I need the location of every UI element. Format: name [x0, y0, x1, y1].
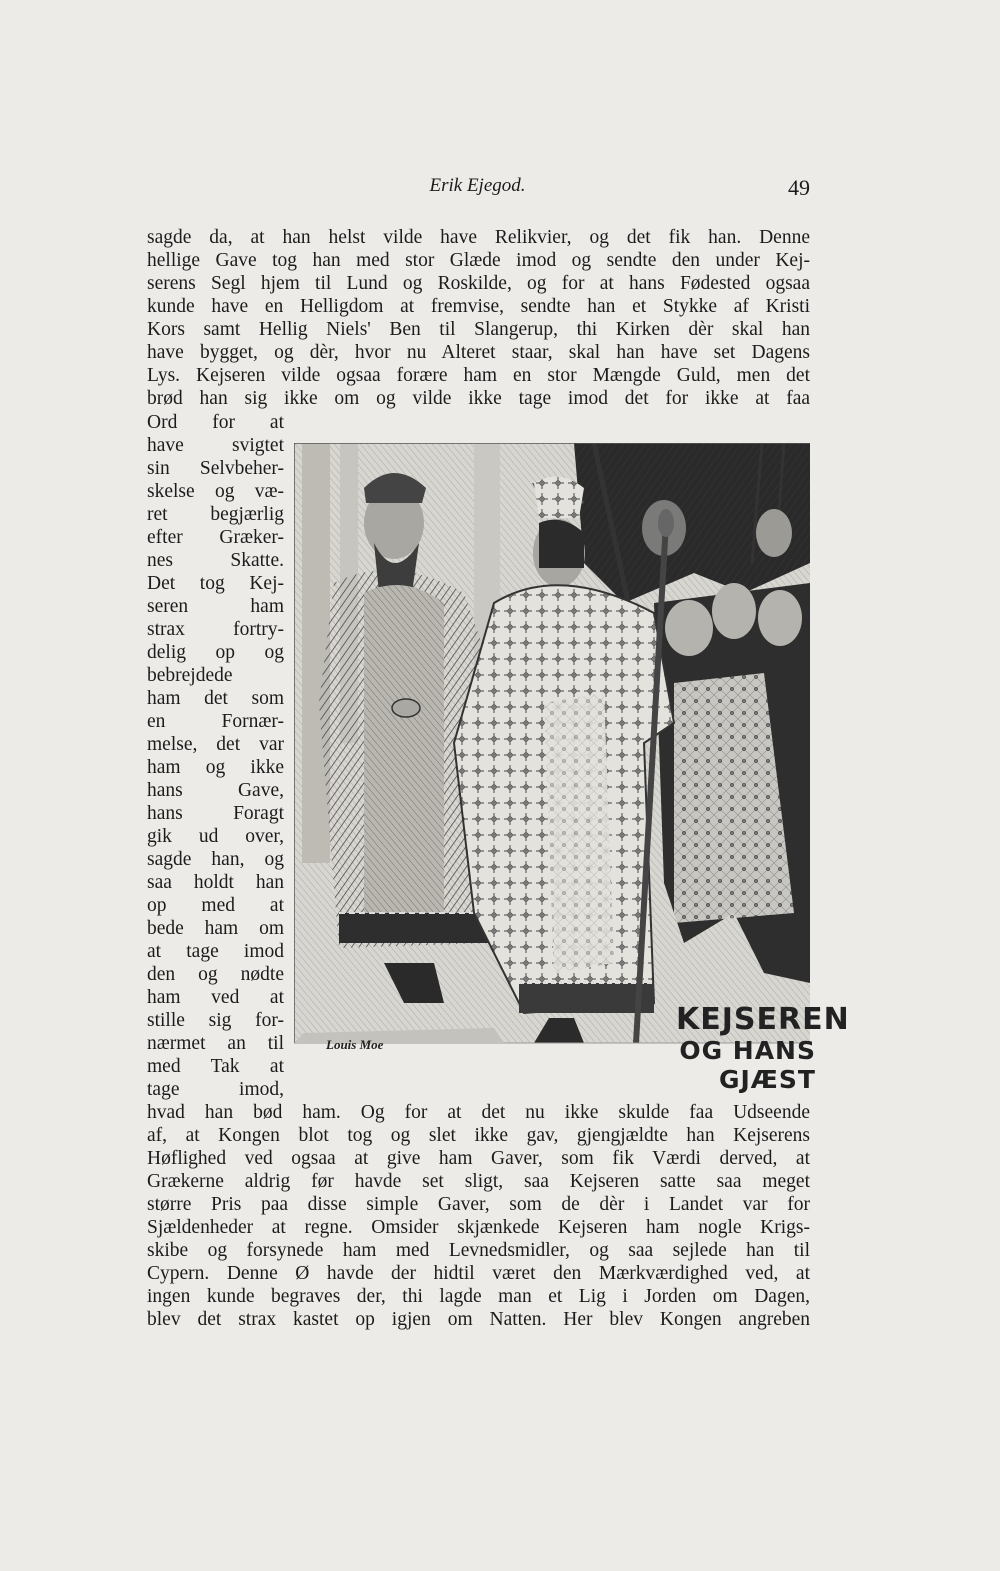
text-line: efter Græker-: [147, 527, 284, 548]
text-line: Sjældenheder at regne. Omsider skjænkede Kejseren ham nogle Krigs-: [147, 1217, 810, 1238]
text-line: ham ved at: [147, 987, 284, 1008]
text-line: delig op og: [147, 642, 284, 663]
text-line: ingen kunde begraves der, thi lagde man et Lig i Jorden om Dagen,: [147, 1286, 810, 1307]
text-line: hellige Gave tog han med stor Glæde imod og sendte den under Kej-: [147, 250, 810, 271]
text-line: op med at: [147, 895, 284, 916]
text-line: sagde han, og: [147, 849, 284, 870]
text-line: af, at Kongen blot tog og slet ikke gav, gjengjældte han Kejserens: [147, 1125, 810, 1146]
text-line: tage imod,: [147, 1079, 284, 1100]
text-line: sin Selvbeher-: [147, 458, 284, 479]
text-line: Lys. Kejseren vilde ogsaa forære ham en stor Mængde Guld, men det: [147, 365, 810, 386]
illustration-drawing: [294, 443, 810, 1079]
text-line: gik ud over,: [147, 826, 284, 847]
page-number: 49: [788, 175, 810, 200]
text-line: sagde da, at han helst vilde have Relikvier, og det fik han. Denne: [147, 227, 810, 248]
artist-signature: Louis Moe: [326, 1037, 384, 1052]
text-line: bede ham om: [147, 918, 284, 939]
text-line: Cypern. Denne Ø havde der hidtil været den Mærkværdighed ved, at: [147, 1263, 810, 1284]
text-line: hans Gave,: [147, 780, 284, 801]
text-line: Kors samt Hellig Niels' Ben til Slangerup, thi Kirken dèr skal han: [147, 319, 810, 340]
text-line: skelse og væ-: [147, 481, 284, 502]
text-line: saa holdt han: [147, 872, 284, 893]
text-line: Ord for at: [147, 412, 284, 433]
text-line: hans Foragt: [147, 803, 284, 824]
illustration-caption-subtitle: OG HANS GJÆST: [679, 1036, 816, 1094]
text-line: med Tak at: [147, 1056, 284, 1077]
text-line: en Fornær-: [147, 711, 284, 732]
illustration: [294, 443, 810, 1079]
text-line: hvad han bød ham. Og for at det nu ikke skulde faa Udseende: [147, 1102, 810, 1123]
text-line: blev det strax kastet op igjen om Natten. Her blev Kongen angreben: [147, 1309, 810, 1330]
running-title: Erik Ejegod.: [429, 175, 526, 196]
text-line: stille sig for-: [147, 1010, 284, 1031]
text-line: brød han sig ikke om og vilde ikke tage imod det for ikke at faa: [147, 388, 810, 409]
text-line: strax fortry-: [147, 619, 284, 640]
text-line: Det tog Kej-: [147, 573, 284, 594]
running-head: [145, 175, 810, 205]
text-line: ham og ikke: [147, 757, 284, 778]
text-line: nærmet an til: [147, 1033, 284, 1054]
text-line: have svigtet: [147, 435, 284, 456]
text-line: seren ham: [147, 596, 284, 617]
illustration-caption-title: KEJSEREN: [676, 1002, 850, 1037]
text-line: kunde have en Helligdom at fremvise, sendte han et Stykke af Kristi: [147, 296, 810, 317]
text-line: Grækerne aldrig før havde set sligt, saa Kejseren satte saa meget: [147, 1171, 810, 1192]
text-line: melse, det var: [147, 734, 284, 755]
text-line: Høflighed ved ogsaa at give ham Gaver, som fik Værdi derved, at: [147, 1148, 810, 1169]
text-line: den og nødte: [147, 964, 284, 985]
text-line: have bygget, og dèr, hvor nu Alteret staar, skal han have set Dagens: [147, 342, 810, 363]
text-line: større Pris paa disse simple Gaver, som de dèr i Landet var for: [147, 1194, 810, 1215]
text-line: serens Segl hjem til Lund og Roskilde, og for at hans Fødested ogsaa: [147, 273, 810, 294]
text-line: ret begjærlig: [147, 504, 284, 525]
text-line: ham det som: [147, 688, 284, 709]
text-line: skibe og forsynede ham med Levnedsmidler, og saa sejlede han til: [147, 1240, 810, 1261]
text-line: at tage imod: [147, 941, 284, 962]
text-line: nes Skatte.: [147, 550, 284, 571]
text-line: bebrejdede: [147, 665, 233, 686]
